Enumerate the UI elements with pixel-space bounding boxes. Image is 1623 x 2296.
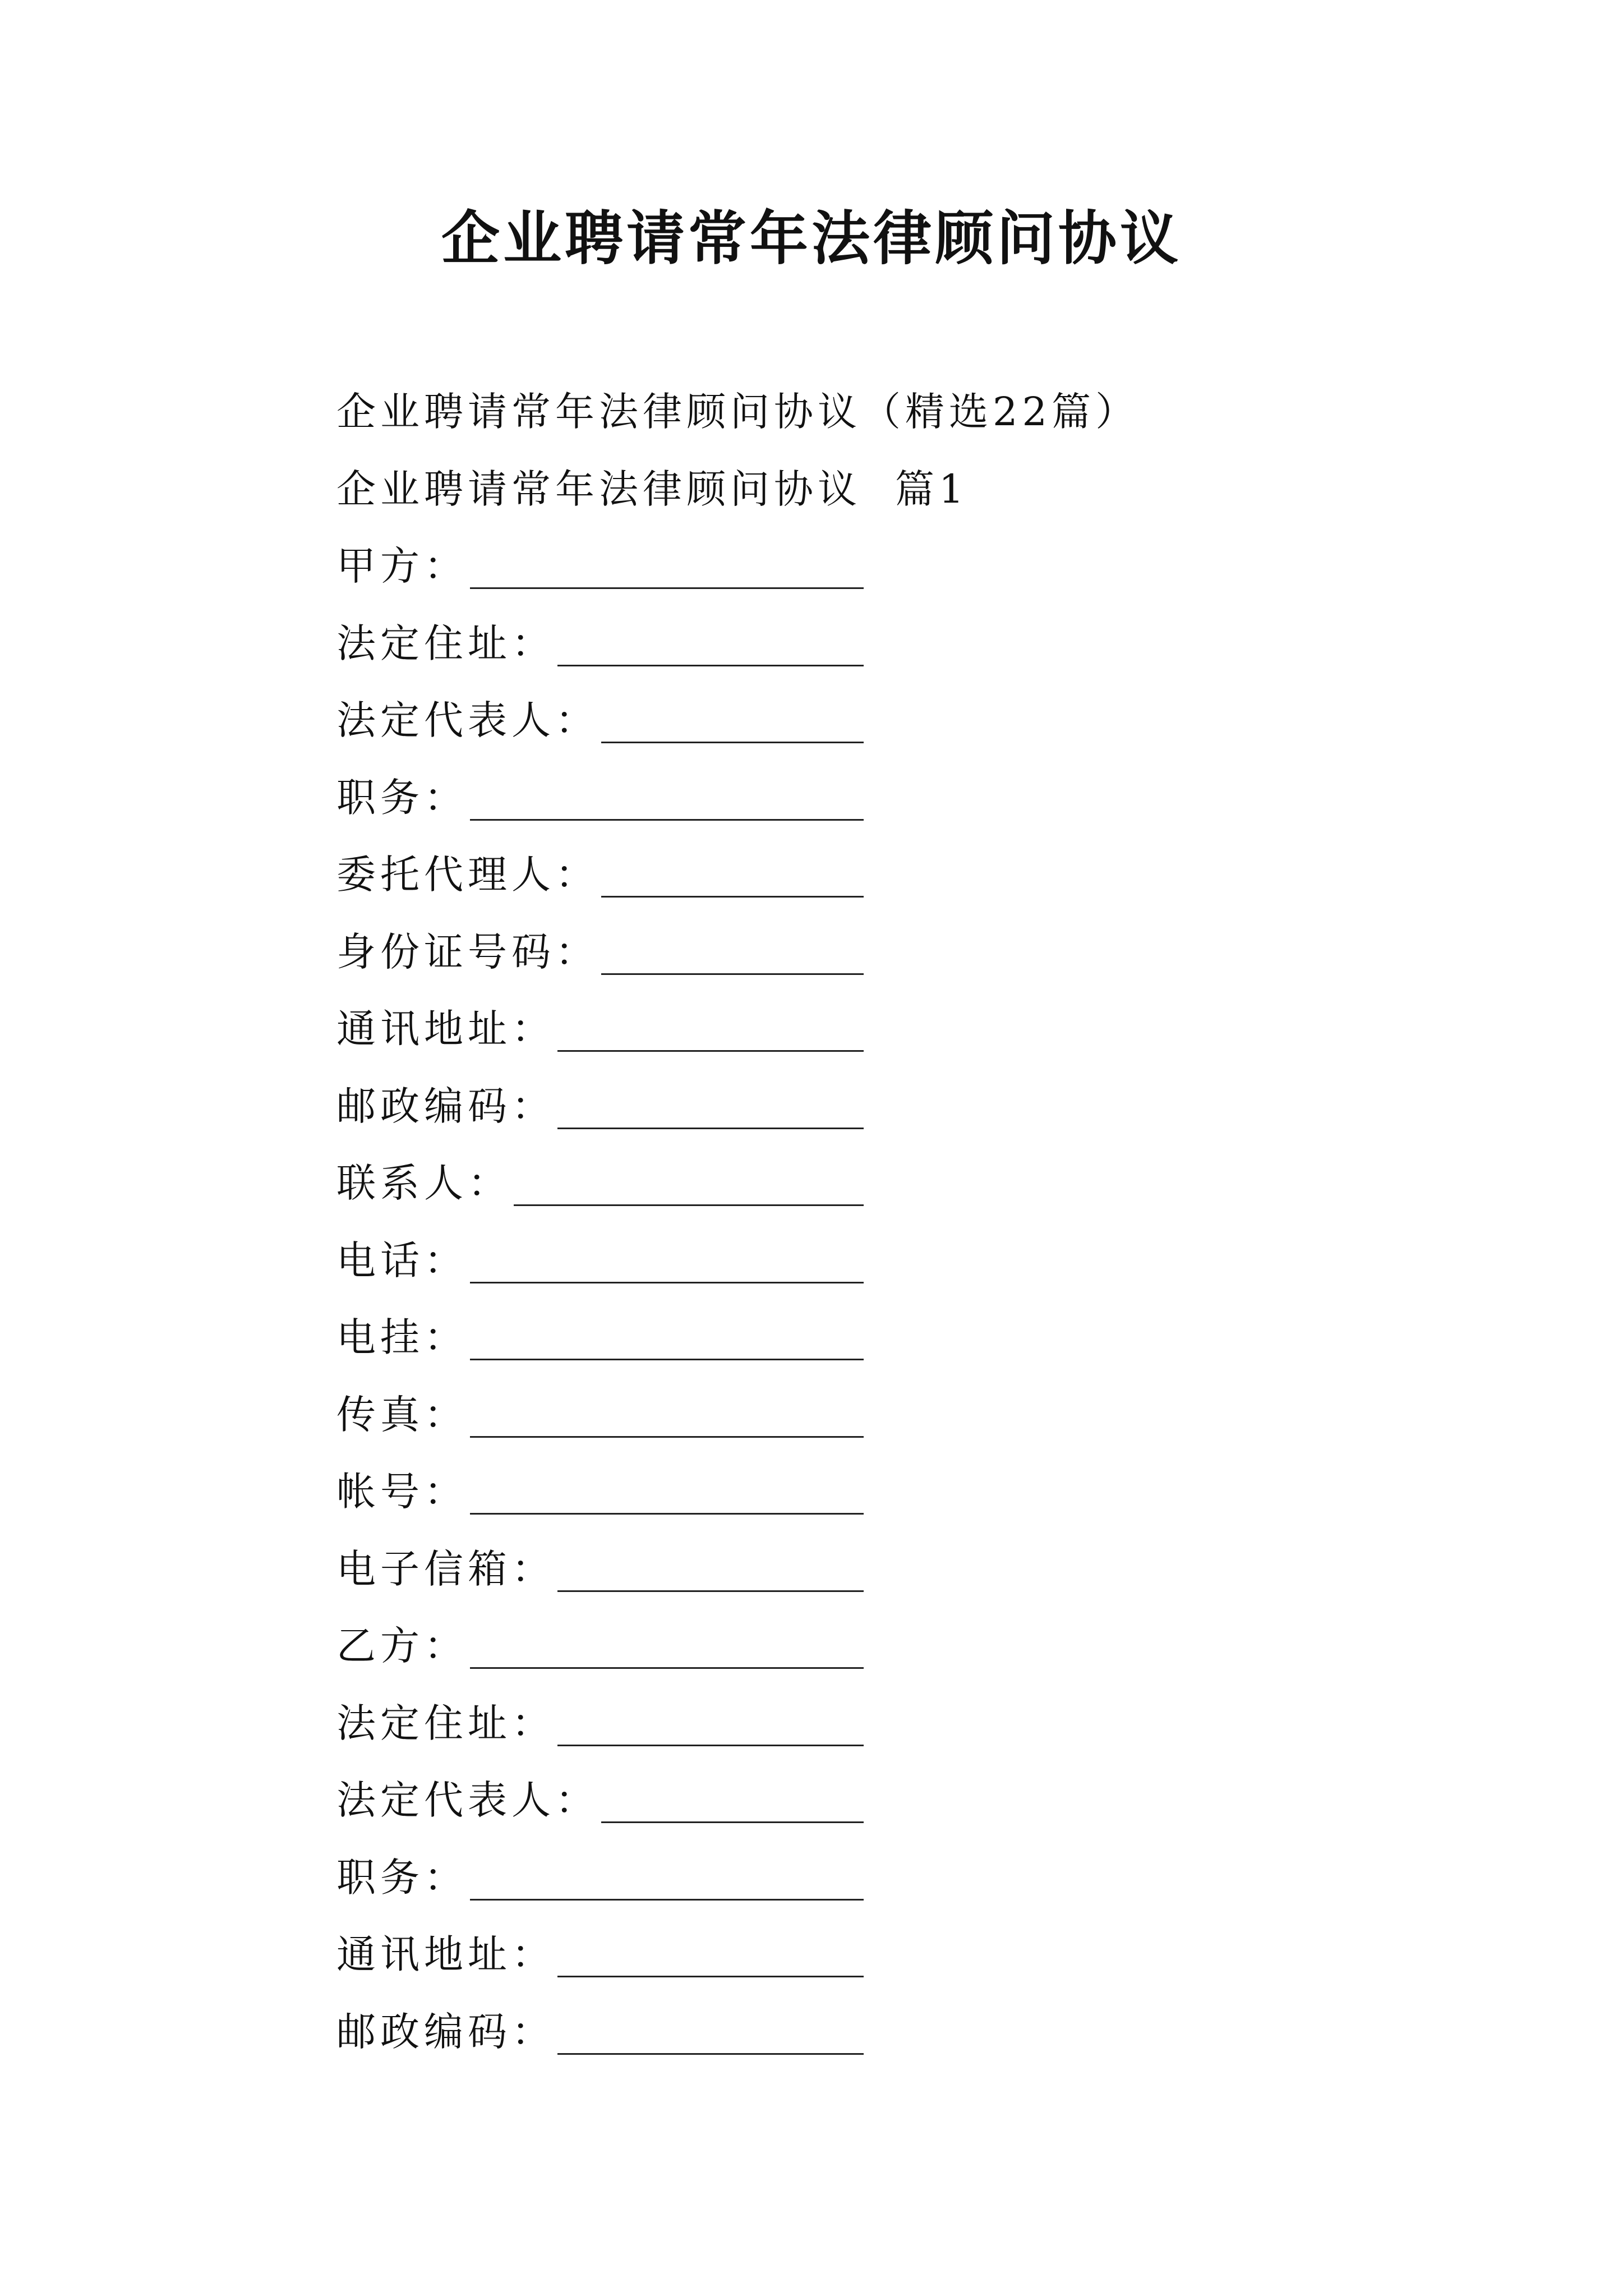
- form-field-row: [336, 910, 1402, 988]
- field-label: 联系人：: [336, 1160, 511, 1207]
- form-field-row: [336, 756, 1402, 834]
- field-label: 职务：: [336, 774, 468, 821]
- form-field-row: [336, 1450, 1402, 1527]
- part-heading-text: 企业聘请常年法律顾问协议: [336, 466, 861, 512]
- field-label: 帐号：: [336, 1469, 468, 1515]
- field-blank-line[interactable]: [470, 548, 864, 589]
- form-field-row: [336, 1913, 1402, 1990]
- field-blank-line[interactable]: [470, 1628, 864, 1669]
- field-blank-line[interactable]: [470, 1860, 864, 1901]
- field-label: 甲方：: [336, 543, 468, 590]
- field-blank-line[interactable]: [557, 1088, 864, 1129]
- form-field-row: [336, 1527, 1402, 1605]
- field-blank-line[interactable]: [557, 1705, 864, 1746]
- form-field-row: [336, 1065, 1402, 1142]
- form-field-row: [336, 1219, 1402, 1296]
- document-title: 企业聘请常年法律顾问协议: [441, 204, 1182, 273]
- field-blank-line[interactable]: [470, 1243, 864, 1283]
- field-label: 法定住址：: [336, 620, 555, 666]
- field-label: 邮政编码：: [336, 1083, 555, 1129]
- subtitle-text: 企业聘请常年法律顾问协议（精选22篇）: [336, 389, 1140, 435]
- form-field-row: [336, 1682, 1402, 1759]
- document-body: [336, 370, 1402, 2067]
- form-field: [336, 1614, 864, 1671]
- field-blank-line[interactable]: [470, 1397, 864, 1438]
- field-blank-line[interactable]: [557, 625, 864, 666]
- form-field-row: [336, 1836, 1402, 1913]
- field-blank-line[interactable]: [601, 702, 864, 743]
- field-label: 身份证号码：: [336, 928, 599, 975]
- field-label: 法定住址：: [336, 1700, 555, 1746]
- field-label: 传真：: [336, 1391, 468, 1438]
- form-field-row: [336, 1990, 1402, 2068]
- field-blank-line[interactable]: [514, 1165, 864, 1206]
- form-field: [336, 1383, 864, 1440]
- form-field-row: [336, 987, 1402, 1065]
- field-label: 乙方：: [336, 1623, 468, 1669]
- field-label: 法定代表人：: [336, 697, 599, 744]
- field-blank-line[interactable]: [601, 857, 864, 898]
- form-field: [336, 1075, 864, 1131]
- form-field: [336, 1306, 864, 1363]
- form-field: [336, 766, 864, 823]
- form-field: [336, 535, 864, 591]
- part-number: 篇1: [895, 466, 969, 512]
- field-blank-line[interactable]: [557, 1936, 864, 1977]
- form-field: [336, 1229, 864, 1286]
- form-field: [336, 921, 864, 977]
- part-heading: [336, 448, 1402, 525]
- field-label: 电子信箱：: [336, 1545, 555, 1592]
- form-field-row: [336, 679, 1402, 756]
- field-label: 法定代表人：: [336, 1777, 599, 1824]
- form-field-row: [336, 1142, 1402, 1219]
- form-field-row: [336, 524, 1402, 602]
- field-label: 通讯地址：: [336, 1931, 555, 1978]
- form-field-row: [336, 1759, 1402, 1836]
- party-info-fields: [336, 524, 1402, 2067]
- form-field: [336, 1769, 864, 1825]
- field-label: 电挂：: [336, 1314, 468, 1361]
- field-label: 通讯地址：: [336, 1006, 555, 1052]
- field-label: 电话：: [336, 1237, 468, 1283]
- form-field: [336, 1923, 864, 1980]
- form-field-row: [336, 1296, 1402, 1373]
- form-field: [336, 689, 864, 746]
- field-label: 委托代理人：: [336, 852, 599, 898]
- form-field: [336, 2000, 864, 2057]
- form-field-row: [336, 833, 1402, 910]
- field-blank-line[interactable]: [470, 780, 864, 821]
- form-field: [336, 1692, 864, 1749]
- field-blank-line[interactable]: [601, 934, 864, 975]
- form-field-row: [336, 1604, 1402, 1682]
- form-field: [336, 1846, 864, 1903]
- form-field: [336, 843, 864, 900]
- form-field: [336, 1152, 864, 1208]
- field-label: 邮政编码：: [336, 2008, 555, 2055]
- form-field: [336, 1538, 864, 1594]
- form-field: [336, 1460, 864, 1517]
- field-label: 职务：: [336, 1854, 468, 1901]
- document-subtitle: [336, 370, 1402, 448]
- field-blank-line[interactable]: [557, 1551, 864, 1592]
- field-blank-line[interactable]: [557, 1011, 864, 1052]
- form-field: [336, 997, 864, 1054]
- field-blank-line[interactable]: [470, 1474, 864, 1515]
- field-blank-line[interactable]: [557, 2014, 864, 2055]
- form-field: [336, 612, 864, 669]
- form-field-row: [336, 602, 1402, 679]
- field-blank-line[interactable]: [601, 1782, 864, 1823]
- form-field-row: [336, 1373, 1402, 1451]
- field-blank-line[interactable]: [470, 1319, 864, 1360]
